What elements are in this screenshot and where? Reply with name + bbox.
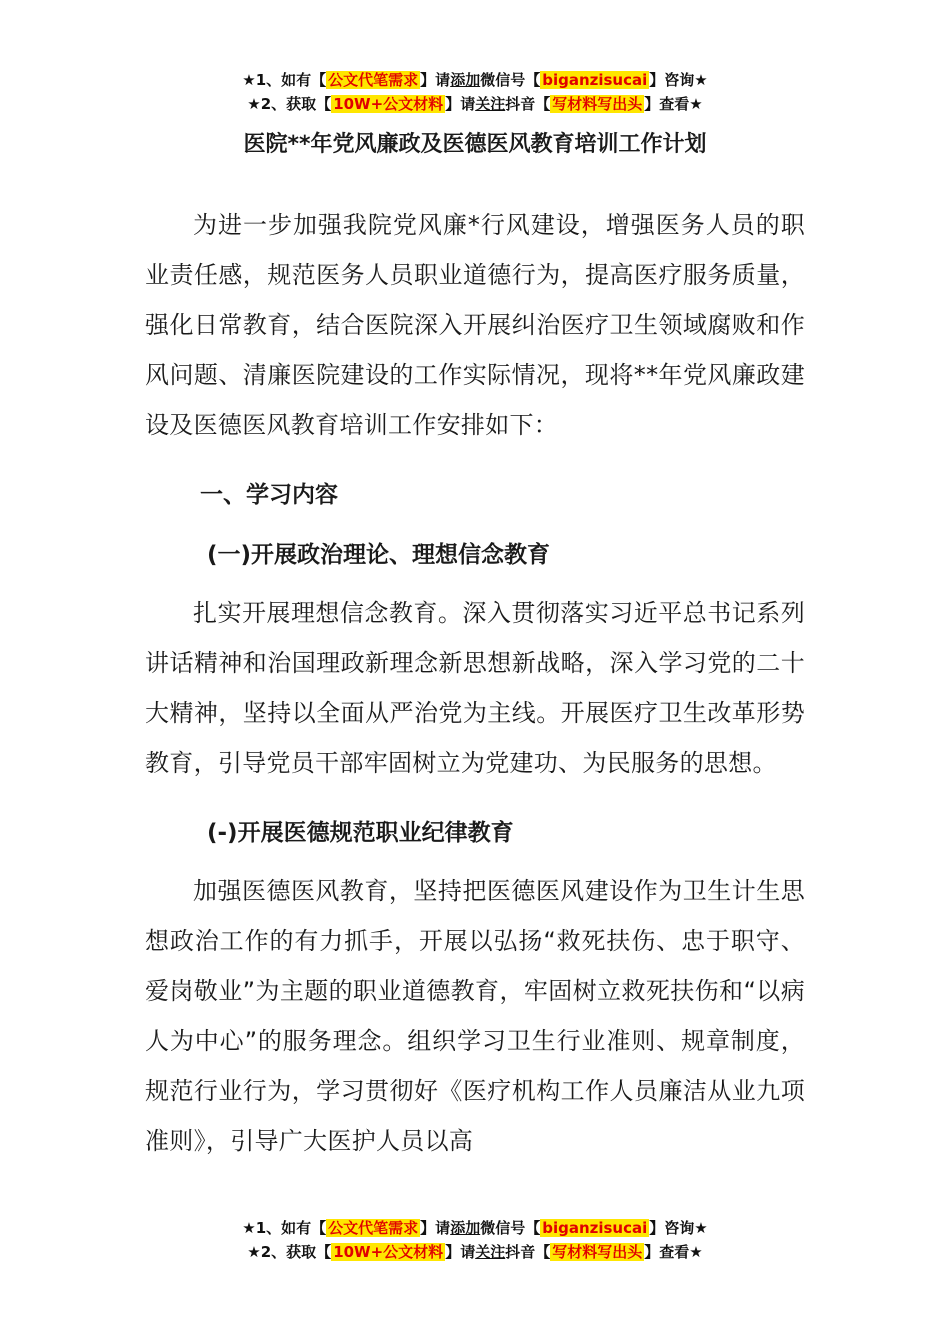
promo-text: ★1、如有【 — [242, 1219, 327, 1237]
promo-line-1 — [0, 1216, 950, 1240]
subsection-heading-political-theory: (一)开展政治理论、理想信念教育 — [207, 542, 551, 568]
subsection-paragraph-political-theory: 扎实开展理想信念教育。深入贯彻落实习近平总书记系列讲话精神和治国理政新理念新思想新战略，深入学习党的二十大精神，坚持以全面从严治党为主线。开展医疗卫生改革形势教育，引导党员干部牢固树立为党建功、为民服务的思想。 — [145, 599, 805, 777]
promo-text: 】查看★ — [644, 95, 703, 113]
promo-text: 】请 — [445, 1243, 476, 1261]
promo-line-2 — [0, 92, 950, 116]
promo-text: 抖音【 — [505, 95, 551, 113]
header-promo-banner — [0, 68, 950, 116]
promo-highlight-service: 公文代笔需求 — [328, 1219, 419, 1237]
footer-promo-banner — [0, 1216, 950, 1264]
document-title: 医院**年党风廉政及医德医风教育培训工作计划 — [243, 132, 707, 157]
subsection-heading-medical-ethics: (-)开展医德规范职业纪律教育 — [207, 820, 514, 846]
promo-underlined-text: 添加 — [450, 1219, 481, 1237]
document-body — [145, 200, 805, 1166]
promo-highlight-douyin-id: 写材料写出头 — [552, 95, 643, 113]
promo-highlight-materials: 10W+公文材料 — [333, 1243, 444, 1261]
subsection-paragraph-medical-ethics: 加强医德医风教育，坚持把医德医风建设作为卫生计生思想政治工作的有力抓手，开展以弘扬“救死扶伤、忠于职守、爱岗敬业”为主题的职业道德教育，牢固树立救死扶伤和“以病人为中心”的服务理念。组织学习卫生行业准则、规章制度，规范行业行为，学习贯彻好《医疗机构工作人员廉洁从业九项准则》，引导广大医护人员以高 — [145, 877, 805, 1155]
promo-text: 抖音【 — [505, 1243, 551, 1261]
promo-text: 】请 — [445, 95, 476, 113]
section-heading-study-content: 一、学习内容 — [200, 482, 338, 508]
promo-line-1 — [0, 68, 950, 92]
promo-highlight-douyin-id: 写材料写出头 — [552, 1243, 643, 1261]
promo-text: ★1、如有【 — [242, 71, 327, 89]
promo-text: 】咨询★ — [649, 1219, 708, 1237]
promo-highlight-service: 公文代笔需求 — [328, 71, 419, 89]
intro-paragraph: 为进一步加强我院党风廉*行风建设，增强医务人员的职业责任感，规范医务人员职业道德行为，提高医疗服务质量，强化日常教育，结合医院深入开展纠治医疗卫生领域腐败和作风问题、清廉医院建设的工作实际情况，现将**年党风廉政建设及医德医风教育培训工作安排如下： — [145, 211, 805, 439]
promo-text: 】请 — [420, 1219, 451, 1237]
promo-highlight-wechat-id: biganzisucai — [542, 1219, 648, 1237]
promo-highlight-materials: 10W+公文材料 — [333, 95, 444, 113]
promo-underlined-text: 添加 — [450, 71, 481, 89]
promo-text: 】咨询★ — [649, 71, 708, 89]
promo-underlined-text: 关注 — [475, 95, 506, 113]
promo-text: ★2、获取【 — [247, 1243, 332, 1261]
promo-text: ★2、获取【 — [247, 95, 332, 113]
promo-text: 】查看★ — [644, 1243, 703, 1261]
promo-text: 微信号【 — [480, 1219, 541, 1237]
promo-underlined-text: 关注 — [475, 1243, 506, 1261]
promo-text: 】请 — [420, 71, 451, 89]
promo-highlight-wechat-id: biganzisucai — [542, 71, 648, 89]
promo-line-2 — [0, 1240, 950, 1264]
promo-text: 微信号【 — [480, 71, 541, 89]
